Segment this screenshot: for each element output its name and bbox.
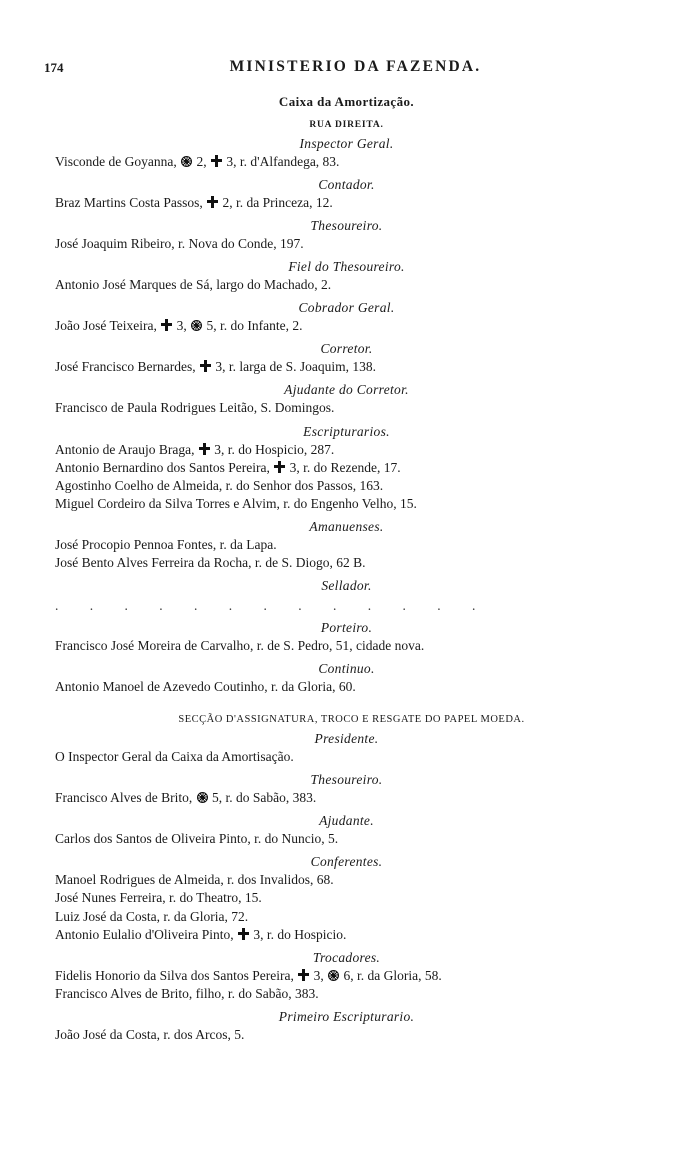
cross-order-icon [211,155,222,167]
rosette-order-icon [181,156,192,167]
list-item: Luiz José da Costa, r. da Gloria, 72. [55,908,249,924]
role-heading: Cobrador Geral. [298,300,395,316]
list-item: Carlos dos Santos de Oliveira Pinto, r. do Nuncio, 5. [55,831,339,847]
list-item: Francisco José Moreira de Carvalho, r. de S. Pedro, 51, cidade nova. [55,638,425,654]
list-item: João José da Costa, r. dos Arcos, 5. [55,1026,245,1042]
rosette-order-icon [328,970,339,981]
role-heading: Continuo. [318,661,375,677]
list-item: Miguel Cordeiro da Silva Torres e Alvim, r. do Engenho Velho, 15. [55,495,417,511]
role-heading: Conferentes. [310,854,383,870]
role-heading: Contador. [318,177,375,193]
list-item: Antonio Eulalio d'Oliveira Pinto, 3, r. do Hospicio. [55,926,347,942]
cross-order-icon [207,196,218,208]
rosette-order-icon [197,792,208,803]
cross-order-icon [238,928,249,940]
page-header [0,58,693,80]
role-heading: Ajudante do Corretor. [284,382,409,398]
list-item: Braz Martins Costa Passos, 2, r. da Princeza, 12. [55,195,333,211]
list-item: Antonio de Araujo Braga, 3, r. do Hospicio, 287. [55,441,335,457]
list-item: João José Teixeira, 3, 5, r. do Infante, 2. [55,318,303,334]
role-heading: Corretor. [320,341,373,357]
list-item: Agostinho Coelho de Almeida, r. do Senhor dos Passos, 163. [55,477,384,493]
list-item: José Joaquim Ribeiro, r. Nova do Conde, 197. [55,236,304,252]
street-label: RUA DIREITA. [309,120,384,130]
role-heading: Porteiro. [320,620,373,636]
list-item: José Nunes Ferreira, r. do Theatro, 15. [55,890,262,906]
role-heading: Trocadores. [312,949,381,965]
folio-number: 174 [44,60,64,75]
cross-order-icon [161,319,172,331]
role-heading: Thesoureiro. [310,218,383,234]
list-item: Manoel Rodrigues de Almeida, r. dos Invalidos, 68. [55,872,334,888]
role-heading: Fiel do Thesoureiro. [288,259,405,275]
list-item: O Inspector Geral da Caixa da Amortisação. [55,749,294,765]
role-heading: Ajudante. [319,813,374,829]
cross-order-icon [200,360,211,372]
role-heading: Sellador. [321,578,372,594]
page-title: MINISTERIO DA FAZENDA. [229,58,482,75]
document-page [0,58,693,1165]
list-item: José Francisco Bernardes, 3, r. larga de S. Joaquim, 138. [55,359,376,375]
list-item: Francisco Alves de Brito, 5, r. do Sabão, 383. [55,790,317,806]
role-heading: Primeiro Escripturario. [278,1008,415,1024]
list-item: Francisco de Paula Rodrigues Leitão, S. Domingos. [55,400,335,416]
role-heading: Inspector Geral. [299,136,394,151]
role-heading: Thesoureiro. [310,772,383,788]
role-heading: Presidente. [314,731,379,747]
list-item: José Bento Alves Ferreira da Rocha, r. de S. Diogo, 62 B. [55,554,366,570]
cross-order-icon [298,969,309,981]
list-item: Fidelis Honorio da Silva dos Santos Pereira, 3, 6, r. da Gloria, 58. [55,967,442,983]
role-heading: Amanuenses. [309,518,384,534]
page-subtitle: Caixa da Amortização. [278,94,415,109]
rosette-order-icon [191,320,202,331]
list-item: Antonio Manoel de Azevedo Coutinho, r. da Gloria, 60. [55,679,356,695]
role-heading: Escripturarios. [303,423,390,439]
section-list-1 [0,136,693,696]
list-item: Antonio José Marques de Sá, largo do Machado, 2. [55,277,332,293]
list-item: Visconde de Goyanna, 2, 3, r. d'Alfandega, 83. [55,154,340,169]
section-list-2 [0,714,693,1044]
cross-order-icon [274,461,285,473]
cross-order-icon [199,443,210,455]
list-item: Antonio Bernardino dos Santos Pereira, 3, r. do Rezende, 17. [55,459,401,475]
list-item: José Procopio Pennoa Fontes, r. da Lapa. [55,536,277,552]
section-heading: SECÇÃO D'ASSIGNATURA, TROCO E RESGATE DO PAPEL MOEDA. [178,714,525,726]
list-item: Francisco Alves de Brito, filho, r. do Sabão, 383. [55,985,319,1001]
blank-dots-line: . . . . . . . . . . . . . [55,598,490,614]
